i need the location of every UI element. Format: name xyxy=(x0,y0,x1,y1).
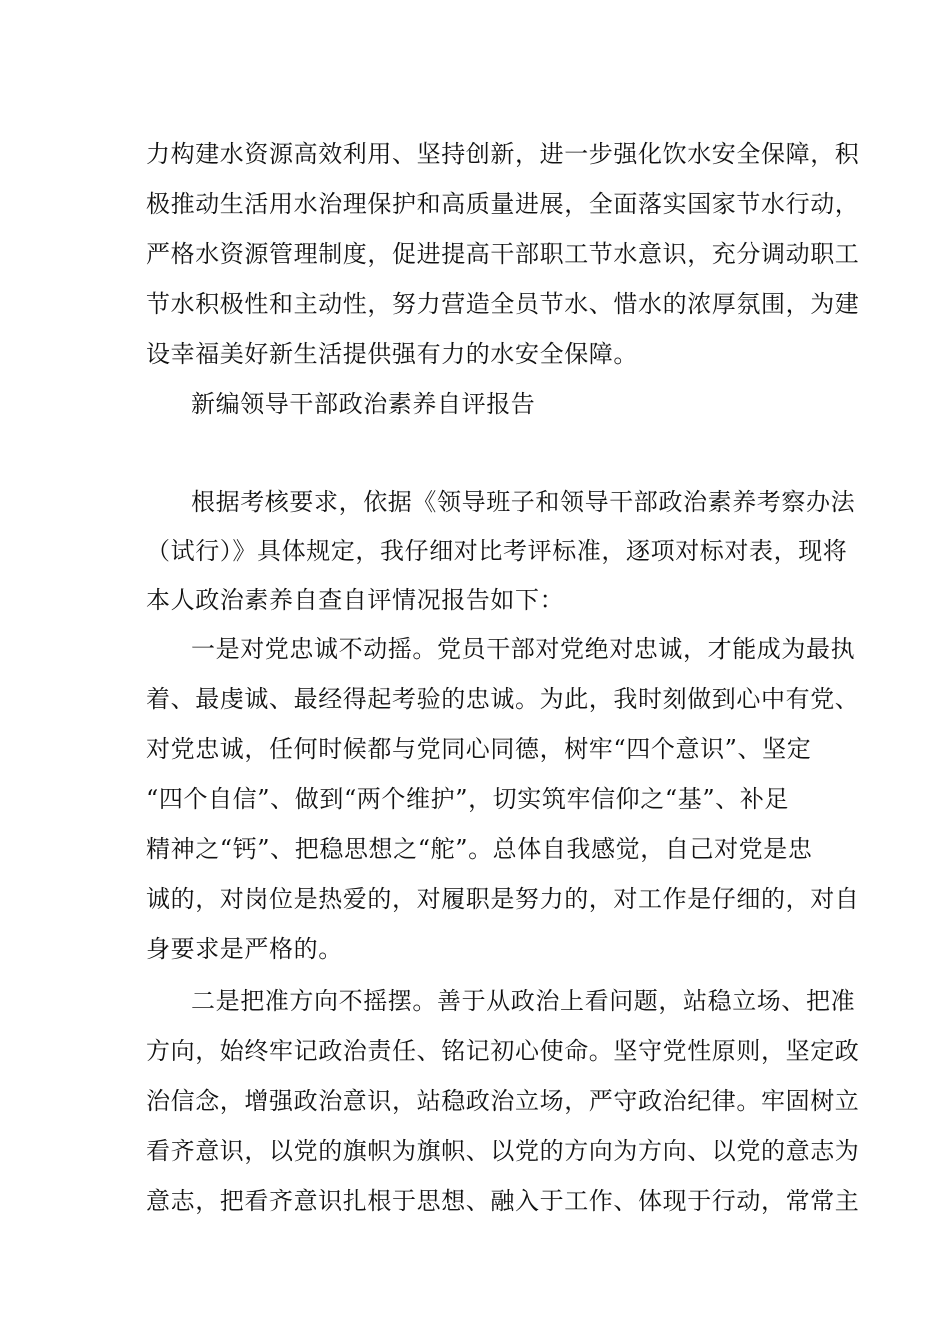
body-text-line: 方向，始终牢记政治责任、铭记初心使命。坚守党性原则，坚定政 xyxy=(146,1037,860,1065)
body-text-line: 诚的，对岗位是热爱的，对履职是努力的，对工作是仔细的，对自 xyxy=(146,885,860,913)
body-text-line: 严格水资源管理制度，促进提高干部职工节水意识，充分调动职工 xyxy=(146,240,860,268)
body-text-line: 本人政治素养自查自评情况报告如下： xyxy=(146,586,565,614)
body-text-line: 极推动生活用水治理保护和高质量进展，全面落实国家节水行动， xyxy=(146,190,860,218)
body-text-line: 一是对党忠诚不动摇。党员干部对党绝对忠诚，才能成为最执 xyxy=(191,635,856,663)
body-text-line: “四个自信”、做到“两个维护”，切实筑牢信仰之“基”、补足 xyxy=(146,785,790,813)
body-text-line: 对党忠诚，任何时候都与党同心同德，树牢“四个意识”、坚定 xyxy=(146,735,812,763)
body-text-line: 力构建水资源高效利用、坚持创新，进一步强化饮水安全保障，积 xyxy=(146,140,860,168)
body-text-line: 治信念，增强政治意识，站稳政治立场，严守政治纪律。牢固树立 xyxy=(146,1087,860,1115)
body-text-line: 精神之“钙”、把稳思想之“舵”。总体自我感觉，自己对党是忠 xyxy=(146,835,813,863)
body-text-line: 二是把准方向不摇摆。善于从政治上看问题，站稳立场、把准 xyxy=(191,987,856,1015)
body-text-line: 根据考核要求，依据《领导班子和领导干部政治素养考察办法 xyxy=(191,488,856,516)
body-text-line: 看齐意识，以党的旗帜为旗帜、以党的方向为方向、以党的意志为 xyxy=(146,1137,860,1165)
body-text-line: 意志，把看齐意识扎根于思想、融入于工作、体现于行动，常常主 xyxy=(146,1187,860,1215)
body-text-line: 节水积极性和主动性，努力营造全员节水、惜水的浓厚氛围，为建 xyxy=(146,290,860,318)
body-text-line: 着、最虔诚、最经得起考验的忠诚。为此，我时刻做到心中有党、 xyxy=(146,685,860,713)
body-text-line: 设幸福美好新生活提供强有力的水安全保障。 xyxy=(146,340,638,368)
body-text-line: （试行）》具体规定，我仔细对比考评标准，逐项对标对表，现将 xyxy=(146,537,848,565)
section-heading: 新编领导干部政治素养自评报告 xyxy=(191,390,536,418)
body-text-line: 身要求是严格的。 xyxy=(146,935,343,963)
